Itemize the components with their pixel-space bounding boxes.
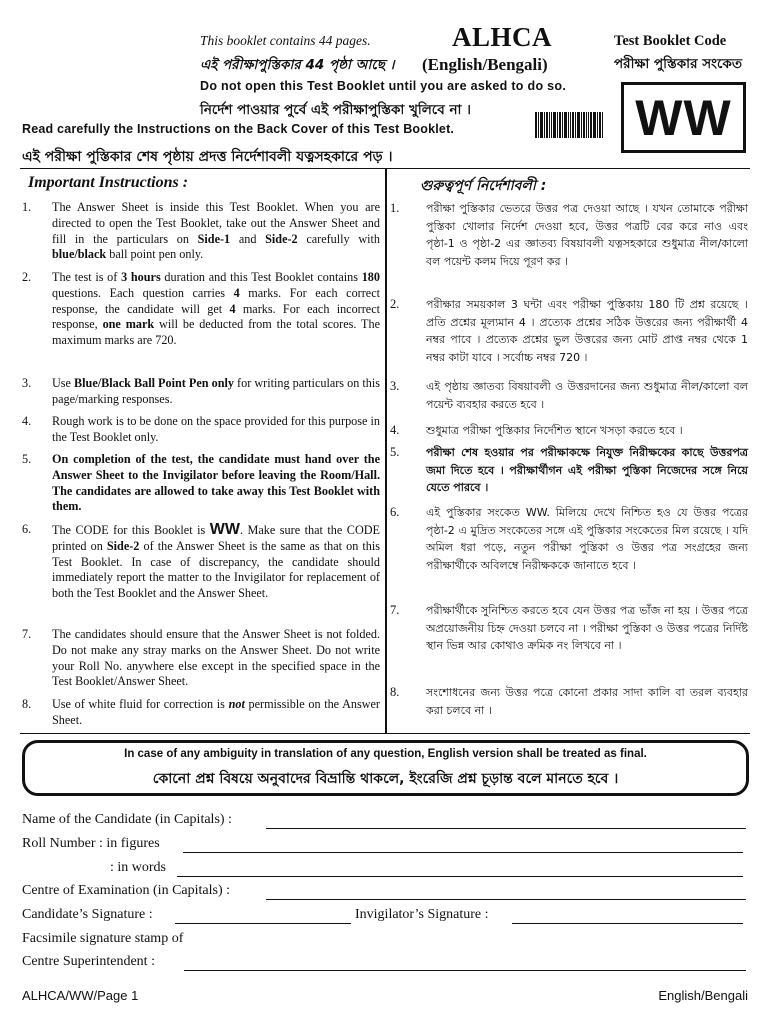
language-label: (English/Bengali): [422, 55, 548, 74]
ambiguity-text-bn: কোনো প্রশ্ন বিষয়ে অনুবাদের বিভ্রান্তি থাকলে, ইংরেজি প্রশ্ন চূড়ান্ত বলে মানতে হবে ।: [152, 771, 619, 787]
paper-code: ALHCA: [452, 22, 553, 52]
item-number: 3.: [22, 376, 32, 390]
item-text: এই পৃষ্ঠায় জ্ঞাতব্য বিষয়াবলী ও উত্তরদানের জন্য শুধুমাত্র নীল/কালো বল পয়েন্ট ব্যবহার করতে হবে ।: [426, 380, 748, 411]
invigilator-signature-field[interactable]: [512, 923, 743, 924]
roll-number-words-field[interactable]: [177, 876, 743, 877]
item-text: পরীক্ষার্থীকে সুনিশ্চিত করতে হবে যেন উত্তর পত্র ভাঁজ না হয় । উত্তর পত্রে অপ্রয়োজনীয় চিহ্ন দেওয়া চলবে না । পরীক্ষা পুস্তিকা ও উত্তর পত্রের নির্দিষ্ট স্থান ভিন্ন আর কোথাও ক্রমিক নং লিখবে না ।: [426, 604, 748, 653]
ambiguity-text-en: In case of any ambiguity in translation of any question, English version shall be treated as final.: [124, 748, 647, 760]
roll-number-words-label: : in words: [110, 860, 166, 875]
candidate-signature-label: Candidate’s Signature :: [22, 907, 153, 922]
page-footer-right: English/Bengali: [658, 988, 748, 1003]
page-footer-left: ALHCA/WW/Page 1: [22, 988, 139, 1003]
item-text: The Answer Sheet is inside this Test Booklet. When you are directed to open the Test Booklet, take out the Answer Sheet and fill in the particulars on Side-1 and Side-2 carefully with blue/black ball point pen only.: [52, 200, 380, 262]
item-text: The candidates should ensure that the Answer Sheet is not folded. Do not make any stray marks on the Answer Sheet. Do not write your Roll No. anywhere else except in the specified space in the Test Booklet/Answer Sheet.: [52, 627, 380, 689]
item-number: 5.: [22, 452, 32, 466]
roll-number-figures-label: Roll Number : in figures: [22, 836, 160, 851]
item-number: 8.: [22, 697, 32, 711]
item-number: 1.: [22, 200, 32, 214]
item-text: Use of white fluid for correction is not permissible on the Answer Sheet.: [52, 697, 380, 727]
item-number: 6.: [22, 522, 32, 536]
item-text: পরীক্ষা শেষ হওয়ার পর পরীক্ষাকক্ষে নিযুক্ত নিরীক্ষকের কাছে উত্তরপত্র জমা দিতে হবে । পরীক্ষার্থীগন এই পরীক্ষা পুস্তিকা নিজেদের সঙ্গে নিয়ে যেতে পারবে ।: [426, 446, 748, 495]
item-text: The test is of 3 hours duration and this Test Booklet contains 180 questions. Each question carries 4 marks. For each correct response, the candidate will get 4 marks. For each incorrect response, one mark will be deducted from the total scores. The maximum marks are 720.: [52, 270, 380, 348]
test-booklet-code-label: Test Booklet Code: [614, 33, 727, 49]
item-number: 4.: [390, 423, 400, 437]
booklet-code: WW: [635, 89, 732, 146]
read-instructions-note-bengali: এই পরীক্ষা পুস্তিকার শেষ পৃষ্ঠায় প্রদত্ত নির্দেশাবলী যত্নসহকারে পড় ।: [22, 149, 393, 165]
barcode-icon: [535, 112, 619, 138]
translation-ambiguity-notice: [22, 740, 749, 796]
candidate-name-label: Name of the Candidate (in Capitals) :: [22, 812, 232, 827]
candidate-name-field[interactable]: [266, 828, 746, 829]
do-not-open-warning: Do not open this Test Booklet until you are asked to do so.: [200, 79, 567, 93]
facsimile-label: Facsimile signature stamp of: [22, 931, 184, 946]
invigilator-signature-label: Invigilator’s Signature :: [355, 907, 489, 922]
item-number: 2.: [22, 270, 32, 284]
item-text: পরীক্ষা পুস্তিকার ভেতরে উত্তর পত্র দেওয়া আছে । যখন তোমাকে পরীক্ষা পুস্তিকা খোলার নির্দেশ দেওয়া হবে, উত্তর পত্রটি বের করে নাও এবং পৃষ্ঠা-1 ও পৃষ্ঠা-2 এর জ্ঞাতব্য বিষয়াবলী যত্নসহকারে শুধুমাত্র নীল/কালো বল পয়েন্ট কলম দিয়ে পূরণ কর ।: [426, 202, 748, 268]
pages-note-bengali: এই পরীক্ষাপুস্তিকার 44 পৃষ্ঠা আছে ।: [200, 57, 395, 73]
pages-note: This booklet contains 44 pages.: [200, 33, 371, 48]
booklet-code-box: [621, 82, 746, 153]
item-text: পরীক্ষার সময়কাল 3 ঘন্টা এবং পরীক্ষা পুস্তিকায় 180 টি প্রশ্ন রয়েছে । প্রতি প্রশ্নের মূল্যমান 4 । প্রত্যেক প্রশ্নের সঠিক উত্তরের জন্য পরীক্ষার্থী 4 নম্বর পাবে । প্রত্যেক প্রশ্নের ভুল উত্তরের জন্য মোট প্রাপ্ত নম্বর থেকে 1 নম্বর কাটা যাবে । সর্বোচ্চ নম্বর 720 ।: [426, 298, 748, 364]
item-text: On completion of the test, the candidate must hand over the Answer Sheet to the Invigilator before leaving the Room/Hall. The candidates are allowed to take away this Test Booklet with them.: [52, 452, 380, 514]
centre-field[interactable]: [266, 899, 746, 900]
item-text: সংশোধনের জন্য উত্তর পত্রে কোনো প্রকার সাদা কালি বা তরল ব্যবহার করা চলবে না ।: [426, 686, 748, 717]
item-text: এই পুস্তিকার সংকেত WW. মিলিয়ে দেখে নিশ্চিত হও যে উত্তর পত্রের পৃষ্ঠা-2 এ মুদ্রিত সংকেতের সঙ্গে এই পুস্তিকার সংকেতের মিল রয়েছে । যদি অমিল ধরা পড়ে, নতুন পরীক্ষা পুস্তিকা ও উত্তর পত্র সংগ্রহের জন্য পরীক্ষার্থীকে অবিলম্বে নিরীক্ষককে জানাতে হবে ।: [426, 506, 748, 572]
item-number: 3.: [390, 379, 400, 393]
item-number: 2.: [390, 297, 400, 311]
instructions-title-bengali: গুরুত্বপূর্ণ নির্দেশাবলী :: [420, 178, 547, 194]
item-number: 7.: [22, 627, 32, 641]
instructions-divider: [385, 168, 387, 734]
item-number: 8.: [390, 685, 400, 699]
item-number: 6.: [390, 505, 400, 519]
roll-number-figures-field[interactable]: [183, 852, 743, 853]
item-text: The CODE for this Booklet is WW. Make sure that the CODE printed on Side-2 of the Answer Sheet is the same as that on this Test Booklet. In case of discrepancy, the candidate should immediately report the matter to the Invigilator for replacement of both the Test Booklet and the Answer Sheet.: [52, 521, 380, 601]
item-text: Use Blue/Black Ball Point Pen only for writing particulars on this page/marking responses.: [52, 376, 380, 406]
candidate-signature-field[interactable]: [175, 923, 351, 924]
instructions-title: Important Instructions :: [28, 174, 189, 191]
centre-superintendent-label: Centre Superintendent :: [22, 954, 155, 969]
item-number: 1.: [390, 201, 400, 215]
do-not-open-warning-bengali: নির্দেশ পাওয়ার পুর্বে এই পরীক্ষাপুস্তিকা খুলিবে না ।: [200, 102, 471, 118]
centre-label: Centre of Examination (in Capitals) :: [22, 883, 231, 898]
item-number: 7.: [390, 603, 400, 617]
item-text: Rough work is to be done on the space provided for this purpose in the Test Booklet only.: [52, 414, 380, 444]
item-text: শুধুমাত্র পরীক্ষা পুস্তিকার নির্দেশিত স্থানে খসড়া করতে হবে ।: [426, 424, 683, 437]
read-instructions-note: Read carefully the Instructions on the Back Cover of this Test Booklet.: [22, 122, 455, 136]
centre-superintendent-field[interactable]: [184, 970, 746, 971]
item-number: 4.: [22, 414, 32, 428]
item-number: 5.: [390, 445, 400, 459]
test-booklet-code-label-bengali: পরীক্ষা পুস্তিকার সংকেত: [614, 56, 742, 72]
